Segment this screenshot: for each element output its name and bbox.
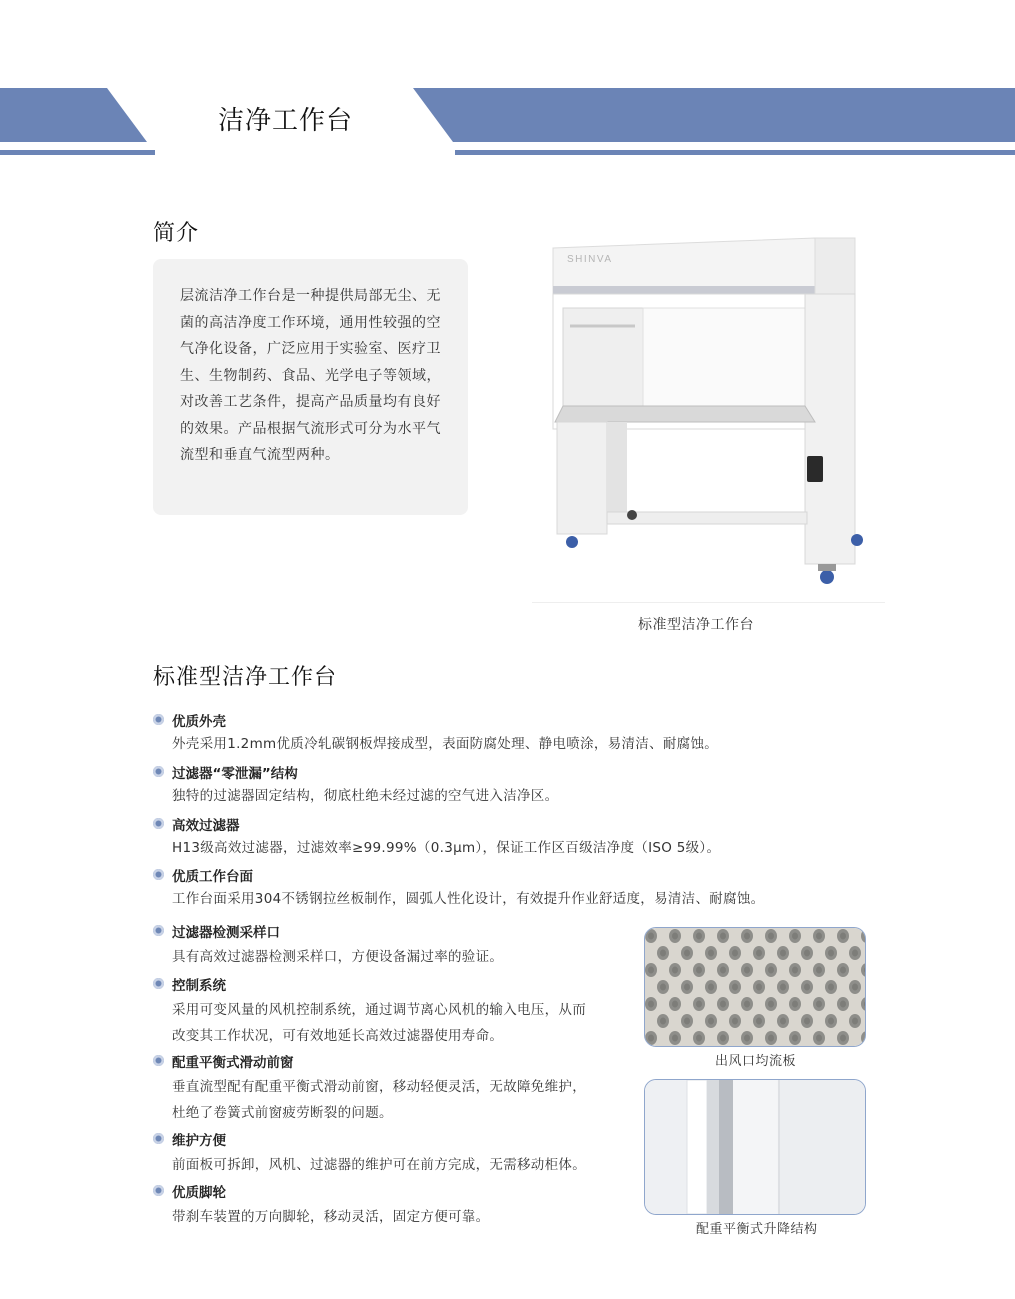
feature-title: 维护方便 [172, 1133, 226, 1149]
intro-heading: 简介 [153, 221, 200, 246]
caption-divider [532, 602, 885, 603]
intro-line: 的效果。产品根据气流形式可分为水平气 [180, 420, 441, 437]
bullet-icon [153, 766, 164, 777]
feature-title: 优质工作台面 [172, 869, 253, 885]
intro-line: 菌的高洁净度工作环境，通用性较强的空 [180, 314, 441, 331]
counterweight-caption: 配重平衡式升降结构 [696, 1222, 818, 1237]
bullet-icon [153, 1185, 164, 1196]
feature-title: 过滤器“零泄漏”结构 [172, 766, 298, 782]
perforated-plate-image [645, 928, 865, 1046]
bullet-icon [153, 714, 164, 725]
feature-title: 过滤器检测采样口 [172, 925, 280, 941]
bullet-icon [153, 1133, 164, 1144]
feature-desc: 工作台面采用304不锈钢拉丝板制作，圆弧人性化设计，有效提升作业舒适度，易清洁、耐腐蚀。 [172, 891, 765, 907]
feature-desc: 杜绝了卷簧式前窗疲劳断裂的问题。 [172, 1105, 393, 1121]
brand-logo: SHINVA [567, 254, 613, 265]
feature-desc: H13级高效过滤器，过滤效率≥99.99%（0.3μm），保证工作区百级洁净度（ISO 5级）。 [172, 840, 721, 856]
intro-text [180, 283, 448, 469]
intro-line: 层流洁净工作台是一种提供局部无尘、无 [180, 288, 441, 304]
feature-desc: 独特的过滤器固定结构，彻底杜绝未经过滤的空气进入洁净区。 [172, 788, 559, 804]
feature-desc: 外壳采用1.2mm优质冷轧碳钢板焊接成型，表面防腐处理、静电喷涂，易清洁、耐腐蚀。 [172, 736, 719, 752]
counterweight-image [645, 1080, 865, 1214]
feature-title: 控制系统 [172, 978, 226, 994]
bullet-icon [153, 869, 164, 880]
intro-line: 气净化设备，广泛应用于实验室、医疗卫 [180, 341, 441, 357]
intro-line: 对改善工艺条件，提高产品质量均有良好 [180, 394, 441, 410]
feature-title: 优质脚轮 [172, 1185, 226, 1201]
perforated-plate-caption: 出风口均流板 [715, 1054, 797, 1069]
feature-title: 高效过滤器 [172, 818, 240, 834]
feature-desc: 改变其工作状况，可有效地延长高效过滤器使用寿命。 [172, 1028, 504, 1044]
intro-line: 流型和垂直气流型两种。 [180, 447, 340, 463]
bullet-icon [153, 818, 164, 829]
feature-desc: 垂直流型配有配重平衡式滑动前窗，移动轻便灵活，无故障免维护， [172, 1079, 586, 1095]
intro-line: 生、生物制药、食品、光学电子等领域， [180, 367, 441, 384]
feature-title: 优质外壳 [172, 714, 226, 730]
bullet-icon [153, 1055, 164, 1066]
header-banner [0, 0, 1015, 160]
features-heading: 标准型洁净工作台 [153, 665, 338, 690]
bullet-icon [153, 978, 164, 989]
feature-desc: 采用可变风量的风机控制系统，通过调节离心风机的输入电压，从而 [172, 1002, 586, 1018]
feature-title: 配重平衡式滑动前窗 [172, 1055, 294, 1071]
page-title: 洁净工作台 [218, 106, 354, 136]
feature-desc: 前面板可拆卸，风机、过滤器的维护可在前方完成，无需移动柜体。 [172, 1157, 586, 1173]
feature-desc: 具有高效过滤器检测采样口，方便设备漏过率的验证。 [172, 949, 504, 965]
perforated-plate-photo [644, 927, 866, 1047]
product-caption: 标准型洁净工作台 [638, 617, 754, 633]
feature-desc: 带刹车装置的万向脚轮，移动灵活，固定方便可靠。 [172, 1209, 490, 1225]
bullet-icon [153, 925, 164, 936]
counterweight-photo [644, 1079, 866, 1215]
clean-bench-image [545, 230, 865, 595]
